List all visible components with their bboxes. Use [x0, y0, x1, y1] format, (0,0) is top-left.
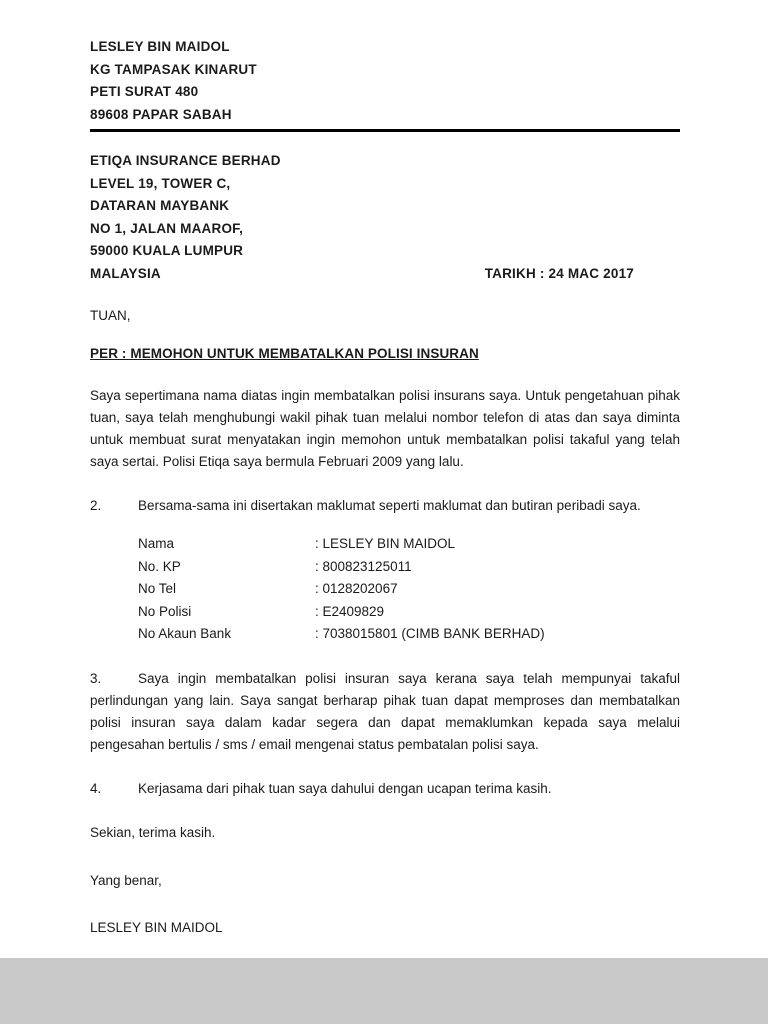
detail-value: : E2409829 — [315, 603, 385, 619]
item-3-number: 3. — [90, 670, 102, 686]
detail-value: : 0128202067 — [315, 581, 398, 596]
recipient-country: MALAYSIA — [90, 265, 161, 281]
sender-address-line: PETI SURAT 480 — [90, 84, 199, 99]
paragraph-intro: Saya sepertimana nama diatas ingin membatalkan polisi insurans saya. Untuk pengetahuan pihak tuan, saya telah menghubungi wakil pihak tuan melalui nombor telefon di atas dan saya diminta untuk membuat surat menyatakan ingin memohon untuk membatalkan polisi takaful yang telah saya sertai. Polisi Etiqa saya bermula Februari 2009 yang lalu. — [90, 388, 680, 469]
divider-rule — [90, 129, 680, 132]
item-2-text: Bersama-sama ini disertakan maklumat seperti maklumat dan butiran peribadi saya. — [138, 498, 641, 513]
paragraph-item-3 — [90, 668, 680, 756]
recipient-name: ETIQA INSURANCE BERHAD — [90, 153, 281, 168]
item-4-text: Kerjasama dari pihak tuan saya dahului dengan ucapan terima kasih. — [138, 780, 552, 796]
detail-row-no-akaun-bank — [138, 623, 680, 646]
paragraph-item-2 — [90, 495, 680, 517]
detail-value: : LESLEY BIN MAIDOL — [315, 536, 456, 551]
detail-label: Nama — [138, 536, 175, 551]
closing-thanks: Sekian, terima kasih. — [90, 824, 216, 840]
detail-row-no-kp — [138, 556, 680, 579]
recipient-address-line: 59000 KUALA LUMPUR — [90, 243, 244, 258]
detail-label: No Tel — [138, 581, 177, 596]
item-4-number: 4. — [90, 780, 102, 796]
detail-row-nama — [138, 533, 680, 556]
personal-details-table — [138, 533, 680, 646]
sender-name: LESLEY BIN MAIDOL — [90, 39, 230, 54]
recipient-address — [90, 150, 680, 285]
detail-row-no-tel — [138, 578, 680, 601]
detail-label: No Akaun Bank — [138, 626, 232, 641]
item-3-text: Saya ingin membatalkan polisi insuran saya kerana saya telah mempunyai takaful perlindungan yang lain. Saya sangat berharap pihak tuan dapat memproses dan membatalkan polisi insuran saya dalam kadar segera dan dapat memaklumkan kepada saya melalui pengesahan bertulis / sms / email mengenai status pembatalan polisi saya. — [90, 670, 680, 752]
closing-sincerely: Yang benar, — [90, 872, 162, 888]
item-2-number: 2. — [90, 498, 102, 513]
letter-date: TARIKH : 24 MAC 2017 — [484, 265, 634, 281]
sender-address-line: KG TAMPASAK KINARUT — [90, 61, 257, 77]
sender-address-line: 89608 PAPAR SABAH — [90, 106, 232, 122]
subject-line: PER : MEMOHON UNTUK MEMBATALKAN POLISI INSURAN — [90, 346, 479, 361]
salutation: TUAN, — [90, 308, 131, 323]
recipient-address-line: DATARAN MAYBANK — [90, 198, 230, 213]
detail-label: No Polisi — [138, 603, 192, 619]
detail-label: No. KP — [138, 558, 181, 574]
paragraph-item-4 — [90, 778, 680, 800]
detail-value: : 7038015801 (CIMB BANK BERHAD) — [315, 626, 545, 641]
signature-name: LESLEY BIN MAIDOL — [90, 919, 223, 935]
sender-address — [90, 36, 680, 126]
recipient-address-line: LEVEL 19, TOWER C, — [90, 175, 231, 191]
detail-value: : 800823125011 — [315, 558, 412, 574]
detail-row-no-polisi — [138, 601, 680, 624]
recipient-address-line: NO 1, JALAN MAAROF, — [90, 220, 244, 236]
recipient-country-row — [90, 263, 680, 286]
